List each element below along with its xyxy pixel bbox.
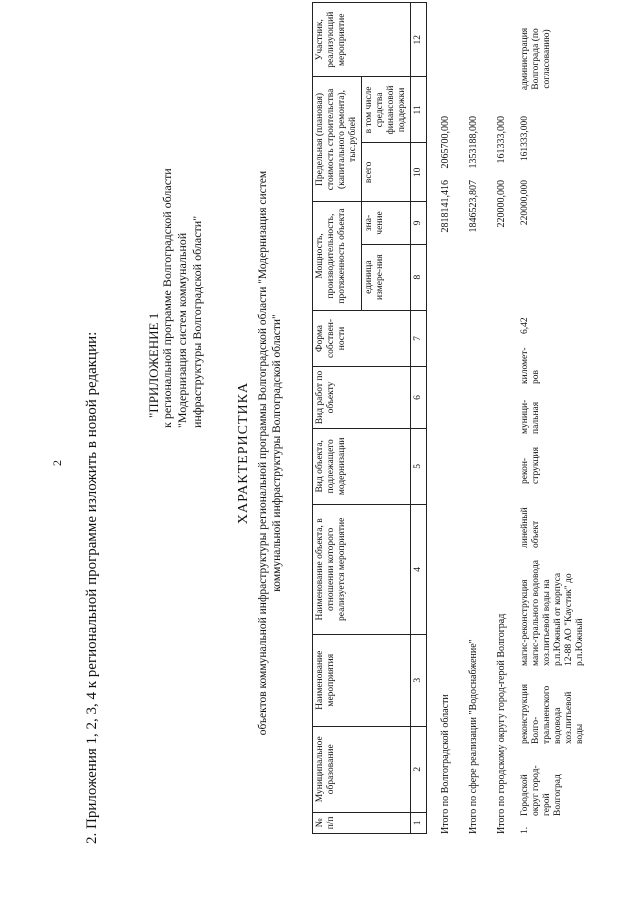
total-label: Итого по Волгоградской области <box>440 694 451 834</box>
header-support: в том числе средства финансовой поддержки <box>362 77 411 143</box>
column-number: 11 <box>411 77 427 143</box>
header-municipality: Муниципальное образование <box>313 726 411 812</box>
row-participant: администрация Волгограда (по согласованию) <box>520 27 552 91</box>
row-measure: реконструкция Волго-тральненского водовода хоз.питьевой воды <box>520 684 585 744</box>
row-unit: километ-ров <box>520 347 541 384</box>
header-capacity: Мощность, производительность, протяженность объекта <box>313 202 362 310</box>
header-unit: единица измере-ния <box>362 244 411 310</box>
total-value: 1846523,807 <box>468 180 479 233</box>
header-cost: Предельная (плановая) стоимость строительства (капитального ремонта), тыс.рублей <box>313 77 362 202</box>
header-total: всего <box>362 143 411 202</box>
header-value: зна-чение <box>362 202 411 244</box>
column-number: 7 <box>411 310 427 367</box>
column-number: 12 <box>411 3 427 78</box>
row-municipality: Городской округ город-герой Волгоград <box>520 765 563 816</box>
total-support: 1353188,000 <box>468 116 479 169</box>
column-number: 9 <box>411 202 427 244</box>
appendix-reference: к региональной программе Волгоградской области "Модернизация систем коммунальной инфраструктуры Волгоградской области" <box>160 168 204 428</box>
column-number: 6 <box>411 367 427 428</box>
row-ownership: муници-пальная <box>520 399 541 434</box>
row-value: 6,42 <box>520 317 530 334</box>
row-total: 220000,000 <box>520 180 530 226</box>
appendix-title: "ПРИЛОЖЕНИЕ 1 <box>146 312 161 418</box>
characteristics-table <box>312 2 427 834</box>
column-number: 3 <box>411 634 427 726</box>
header-work-type: Вид работ по объекту <box>313 367 411 428</box>
header-measure: Наименование мероприятия <box>313 634 411 726</box>
column-number: 4 <box>411 504 427 634</box>
header-ownership: Форма собствен-ности <box>313 310 411 367</box>
header-num: № п/п <box>313 812 411 833</box>
row-work-type: рекон-струкция <box>520 446 541 484</box>
intro-text: 2. Приложения 1, 2, 3, 4 к региональной программе изложить в новой редакции: <box>84 331 100 844</box>
total-value: 220000,000 <box>496 180 507 228</box>
column-number: 8 <box>411 244 427 310</box>
total-label: Итого по сфере реализации "Водоснабжение" <box>468 639 479 834</box>
column-number: 1 <box>411 812 427 833</box>
header-participant: Участник, реализующий мероприятие <box>313 3 411 78</box>
column-number: 10 <box>411 143 427 202</box>
row-support: 161333,000 <box>520 116 530 162</box>
total-support: 2065700,000 <box>440 116 451 169</box>
row-num: 1. <box>520 826 530 834</box>
header-object-type: Вид объекта, подлежащего модернизации <box>313 428 411 504</box>
page-number: 2 <box>50 460 64 466</box>
table-row <box>520 2 600 834</box>
total-value: 2818141,416 <box>440 180 451 233</box>
document-heading: ХАРАКТЕРИСТИКА <box>236 381 251 525</box>
row-object-name: магис-реконструкция магис-трального водовода хоз.питьевой воды на р.п.Южный от корпуса 12-88 АО "Каустик" до р.п.Южный <box>520 560 585 666</box>
header-object-name: Наименование объекта, в отношении которого реализуется мероприятие <box>313 504 411 634</box>
row-object-type: линейный объект <box>520 507 541 548</box>
column-number: 5 <box>411 428 427 504</box>
total-support: 161333,000 <box>496 116 507 164</box>
total-label: Итого по городскому округу город-герой Волгоград <box>496 613 507 834</box>
document-subheading: объектов коммунальной инфраструктуры региональной программы Волгоградской области "Модернизация систем коммунальной инфраструктуры Волгоградской области" <box>257 170 283 736</box>
column-number: 2 <box>411 726 427 812</box>
